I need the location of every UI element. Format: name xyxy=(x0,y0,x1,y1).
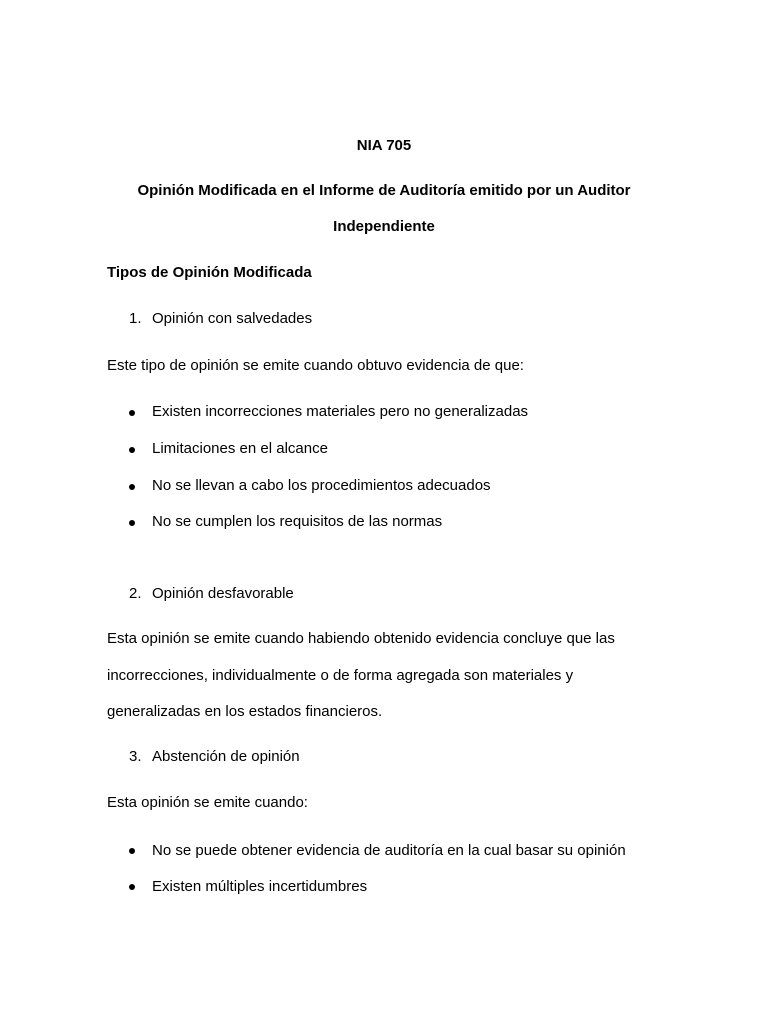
document-title: NIA 705 xyxy=(356,137,412,154)
list-item-label-2: Opinión desfavorable xyxy=(152,585,294,602)
item2-paragraph-line-3: generalizadas en los estados financieros. xyxy=(107,703,383,720)
bullet-item: No se cumplen los requisitos de las normas xyxy=(152,513,443,530)
item3-intro-paragraph: Esta opinión se emite cuando: xyxy=(107,794,308,811)
item1-intro-paragraph: Este tipo de opinión se emite cuando obtuvo evidencia de que: xyxy=(107,357,524,374)
bullet-item: Existen múltiples incertidumbres xyxy=(152,878,368,895)
list-item-label-3: Abstención de opinión xyxy=(152,748,300,765)
list-number-3: 3. xyxy=(129,748,142,765)
bullet-dot xyxy=(129,884,135,890)
item2-paragraph-line-2: incorrecciones, individualmente o de forma agregada son materiales y xyxy=(107,667,574,684)
bullet-dot xyxy=(129,484,135,490)
bullet-dot xyxy=(129,848,135,854)
bullet-item: Limitaciones en el alcance xyxy=(152,440,328,457)
item2-paragraph-line-1: Esta opinión se emite cuando habiendo obtenido evidencia concluye que las xyxy=(107,630,615,647)
list-number-1: 1. xyxy=(129,310,142,327)
document-subtitle-line-2: Independiente xyxy=(333,218,435,235)
list-number-2: 2. xyxy=(129,585,142,602)
bullet-dot xyxy=(129,447,135,453)
section-heading: Tipos de Opinión Modificada xyxy=(107,264,312,281)
bullet-item: No se llevan a cabo los procedimientos adecuados xyxy=(152,477,491,494)
document-subtitle-line-1: Opinión Modificada en el Informe de Auditoría emitido por un Auditor xyxy=(137,182,631,199)
bullet-dot xyxy=(129,410,135,416)
list-item-label-1: Opinión con salvedades xyxy=(152,310,313,327)
bullet-item: Existen incorrecciones materiales pero no generalizadas xyxy=(152,403,529,420)
bullet-item: No se puede obtener evidencia de auditoría en la cual basar su opinión xyxy=(152,842,626,859)
bullet-dot xyxy=(129,520,135,526)
